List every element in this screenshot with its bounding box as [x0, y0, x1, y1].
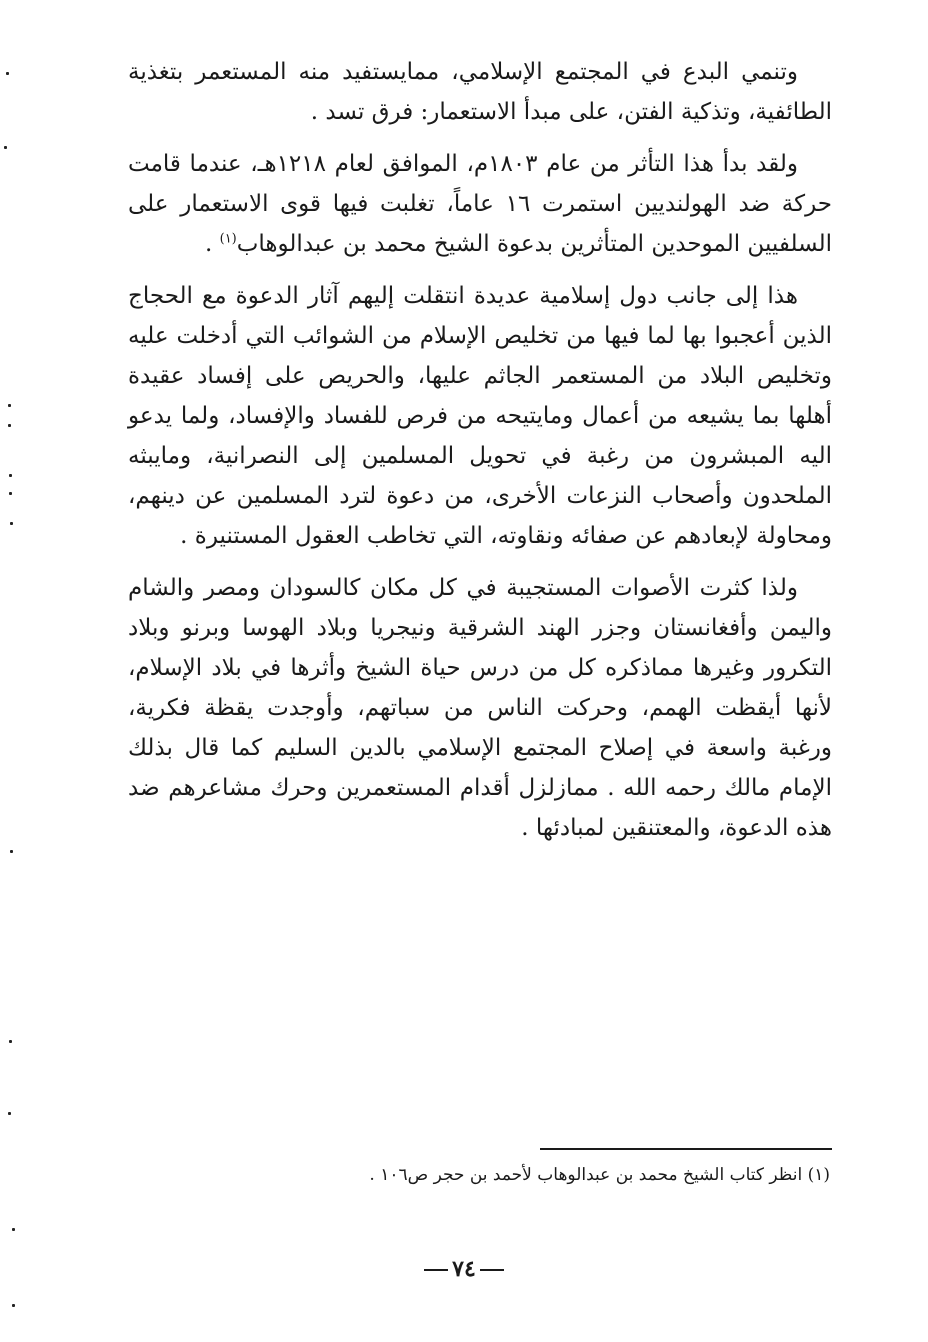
page-number-dash-right [480, 1269, 504, 1271]
scan-speck [12, 1304, 15, 1307]
scan-speck [8, 404, 11, 407]
scan-speck [8, 424, 11, 427]
scan-speck [12, 1228, 15, 1231]
body-text [128, 52, 832, 860]
page-number-dash-left [424, 1269, 448, 1271]
paragraph-2 [128, 144, 832, 264]
scan-speck [9, 474, 12, 477]
paragraph-3: هذا إلى جانب دول إسلامية عديدة انتقلت إليهم آثار الدعوة مع الحجاج الذين أعجبوا بها لما فيها من تخليص الإسلام من الشوائب التي أدخلت عليه وتخليص البلاد من المستعمر الجاثم عليها، والحريص على إفساد عقيدة أهلها بما يشيعه من أعمال ومايتيحه من فرص للفساد والإفساد، ولما يدعو اليه المبشرون من رغبة في تحويل المسلمين إلى النصرانية، ومايبثه الملحدون وأصحاب النزعات الأخرى، من دعوة لترد المسلمين عن دينهم، ومحاولة لإبعادهم عن صفائه ونقاوته، التي تخاطب العقول المستنيرة . [128, 283, 832, 549]
paragraph-2-text: ولقد بدأ هذا التأثر من عام ١٨٠٣م، الموافق لعام ١٢١٨هـ، عندما قامت حركة ضد الهولنديين استمرت ١٦ عاماً، تغلبت فيها قوى الاستعمار على السلفيين الموحدين المتأثرين بدعوة الشيخ محمد بن عبدالوهاب [128, 151, 832, 257]
scan-speck [10, 850, 13, 853]
scan-speck [10, 522, 13, 525]
paragraph-1: وتنمي البدع في المجتمع الإسلامي، ممايستفيد منه المستعمر بتغذية الطائفية، وتذكية الفتن، على مبدأ الاستعمار: فرق تسد . [128, 59, 832, 125]
footnote: (١) انظر كتاب الشيخ محمد بن عبدالوهاب لأحمد بن حجر ص١٠٦ . [369, 1165, 830, 1185]
scan-speck [9, 492, 12, 495]
scan-speck [8, 1112, 11, 1115]
scan-speck [9, 1040, 12, 1043]
page-number [404, 1256, 524, 1282]
footnote-reference[interactable]: (١) [219, 231, 237, 247]
page-number-value: ٧٤ [452, 1256, 476, 1282]
paragraph-4: ولذا كثرت الأصوات المستجيبة في كل مكان كالسودان ومصر والشام واليمن وأفغانستان وجزر الهند الشرقية ونيجريا وبلاد الهوسا وبرنو وبلاد التكرور وغيرها مماذكره كل من درس حياة الشيخ وأثرها في بلاد الإسلام، لأنها أيقظت الهمم، وحركت الناس من سباتهم، وأوجدت يقظة فكرية، ورغبة واسعة في إصلاح المجتمع الإسلامي بالدين السليم كما قال بذلك الإمام مالك رحمه الله . ممازلزل أقدام المستعمرين وحرك مشاعرهم ضد هذه الدعوة، والمعتنقين لمبادئها . [128, 575, 832, 841]
paragraph-2-end: . [204, 231, 220, 257]
scan-speck [6, 72, 9, 75]
footnote-divider [540, 1148, 832, 1150]
scan-speck [4, 146, 7, 149]
